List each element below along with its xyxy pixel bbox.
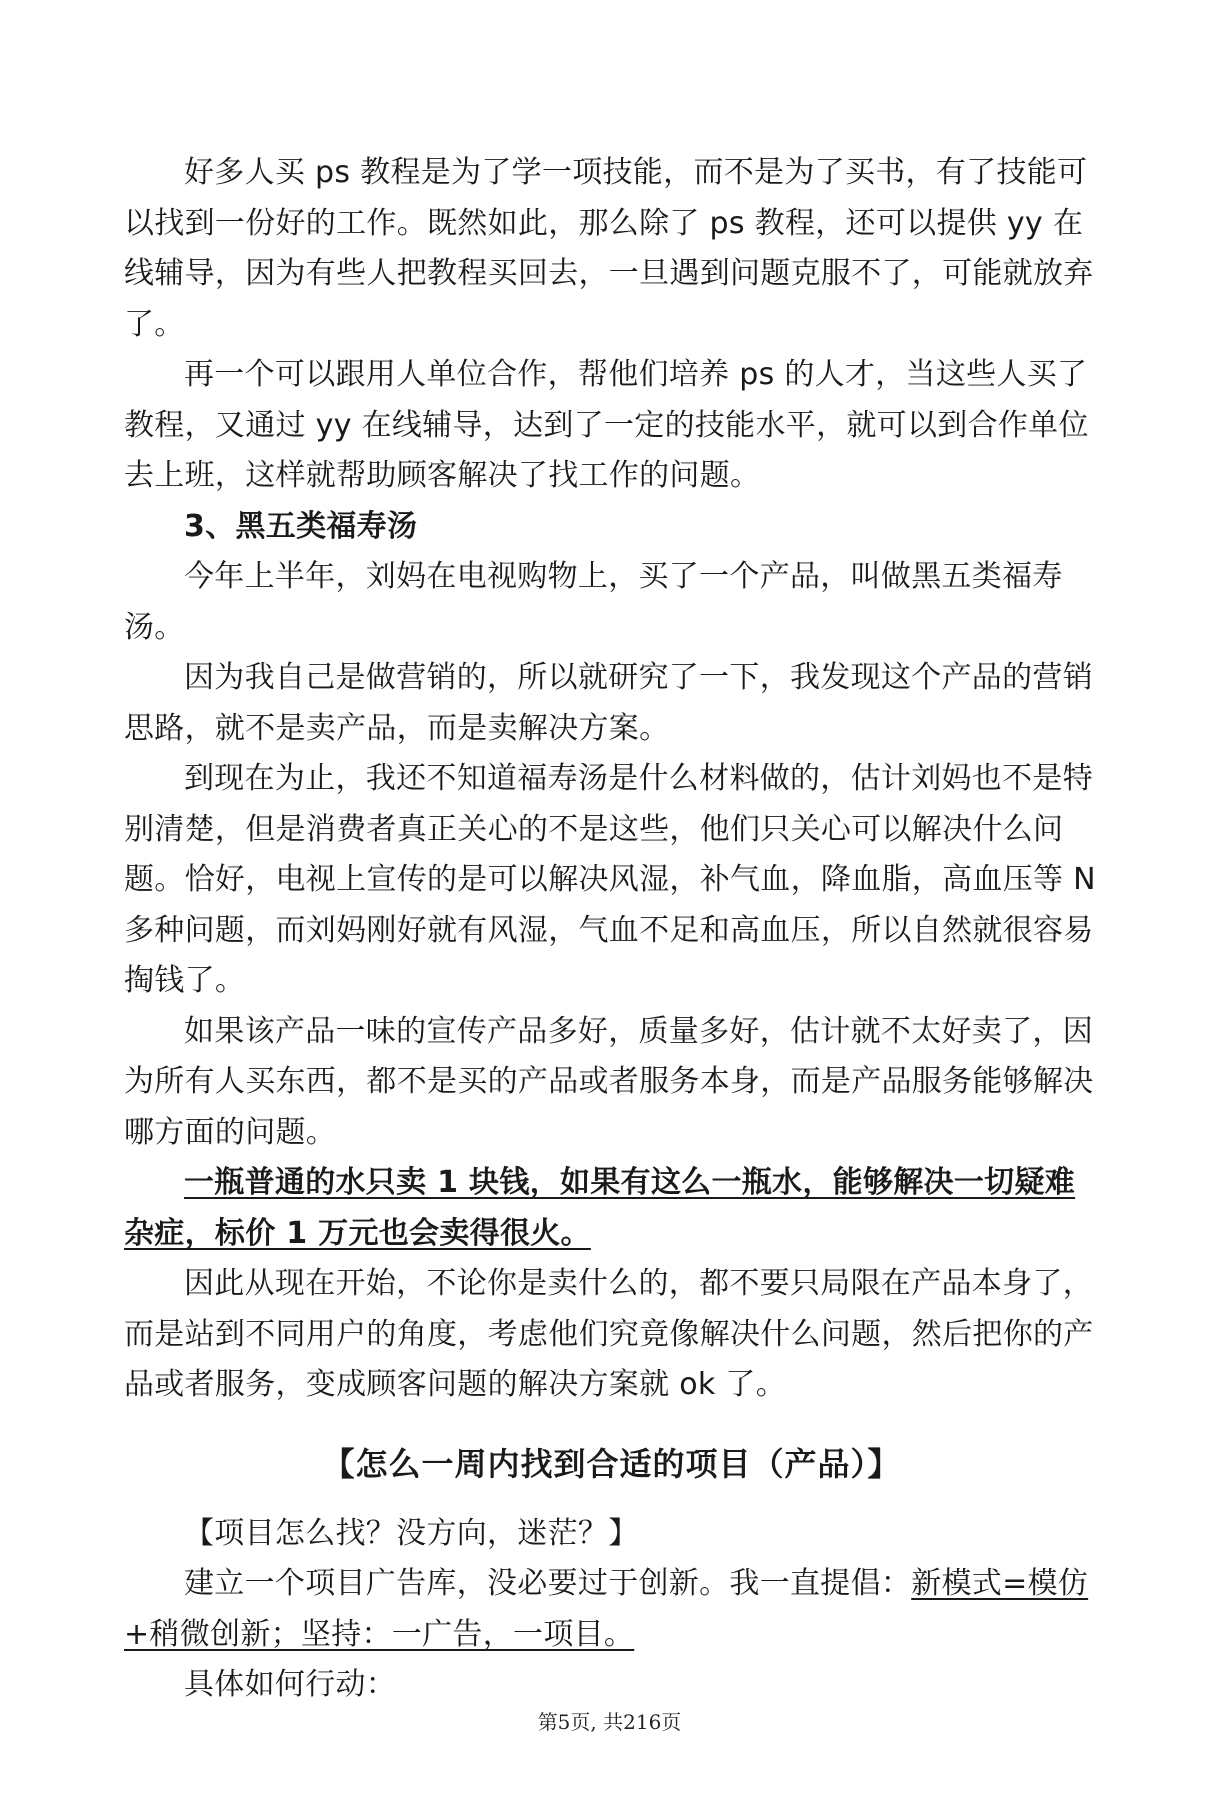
paragraph-ps-tutorial: 好多人买 ps 教程是为了学一项技能，而不是为了买书，有了技能可以找到一份好的工作。既然如此，那么除了 ps 教程，还可以提供 yy 在线辅导，因为有些人把教程买回去，一旦遇到问题克服不了，可能就放弃了。 — [124, 155, 1094, 342]
page-number-footer: 第5页, 共216页 — [537, 1710, 682, 1734]
paragraph-ad-library — [124, 1559, 1099, 1660]
paragraph-consumer-concern: 到现在为止，我还不知道福寿汤是什么材料做的，估计刘妈也不是特别清楚，但是消费者真正关心的不是这些，他们只关心可以解决什么问题。恰好，电视上宣传的是可以解决风湿，补气血，降血脂，高血压等 N 多种问题，而刘妈刚好就有风湿，气血不足和高血压，所以自然就很容易掏钱了。 — [124, 761, 1096, 998]
page-content — [124, 148, 1099, 1711]
highlight-text: 一瓶普通的水只卖 1 块钱，如果有这么一瓶水，能够解决一切疑难杂症，标价 1 万元也会卖得很火。 — [124, 1165, 1076, 1251]
paragraph-solving-problems: 如果该产品一味的宣传产品多好，质量多好，估计就不太好卖了，因为所有人买东西，都不是买的产品或者服务本身，而是产品服务能够解决哪方面的问题。 — [124, 1013, 1094, 1150]
paragraph-employer-cooperation: 再一个可以跟用人单位合作，帮他们培养 ps 的人才，当这些人买了教程，又通过 yy 在线辅导，达到了一定的技能水平，就可以到合作单位去上班，这样就帮助顾客解决了找工作的问题。 — [124, 357, 1089, 493]
heading-black-five-soup: 3、黑五类福寿汤 — [184, 508, 418, 544]
highlight-water-example — [124, 1158, 1099, 1259]
section-title: 【怎么一周内找到合适的项目（产品）】 — [322, 1444, 901, 1483]
paragraph-tv-shopping: 今年上半年，刘妈在电视购物上，买了一个产品，叫做黑五类福寿汤。 — [124, 559, 1063, 645]
paragraph-conclusion: 因此从现在开始，不论你是卖什么的，都不要只局限在产品本身了，而是站到不同用户的角度，考虑他们究竟像解决什么问题，然后把你的产品或者服务，变成顾客问题的解决方案就 ok 了。 — [124, 1266, 1094, 1402]
paragraph-marketing-idea: 因为我自己是做营销的，所以就研究了一下，我发现这个产品的营销思路，就不是卖产品，而是卖解决方案。 — [124, 660, 1093, 746]
spacer — [124, 1411, 1099, 1439]
ad-library-underlined: 新模式=模仿+稍微创新；坚持：一广告，一项目。 — [124, 1566, 1089, 1652]
sub-heading-find-project: 【项目怎么找？没方向，迷茫？】 — [184, 1515, 639, 1551]
ad-library-text: 建立一个项目广告库，没必要过于创新。我一直提倡： — [184, 1566, 912, 1601]
paragraph-how-to-act: 具体如何行动： — [184, 1667, 397, 1702]
spacer — [124, 1489, 1099, 1509]
